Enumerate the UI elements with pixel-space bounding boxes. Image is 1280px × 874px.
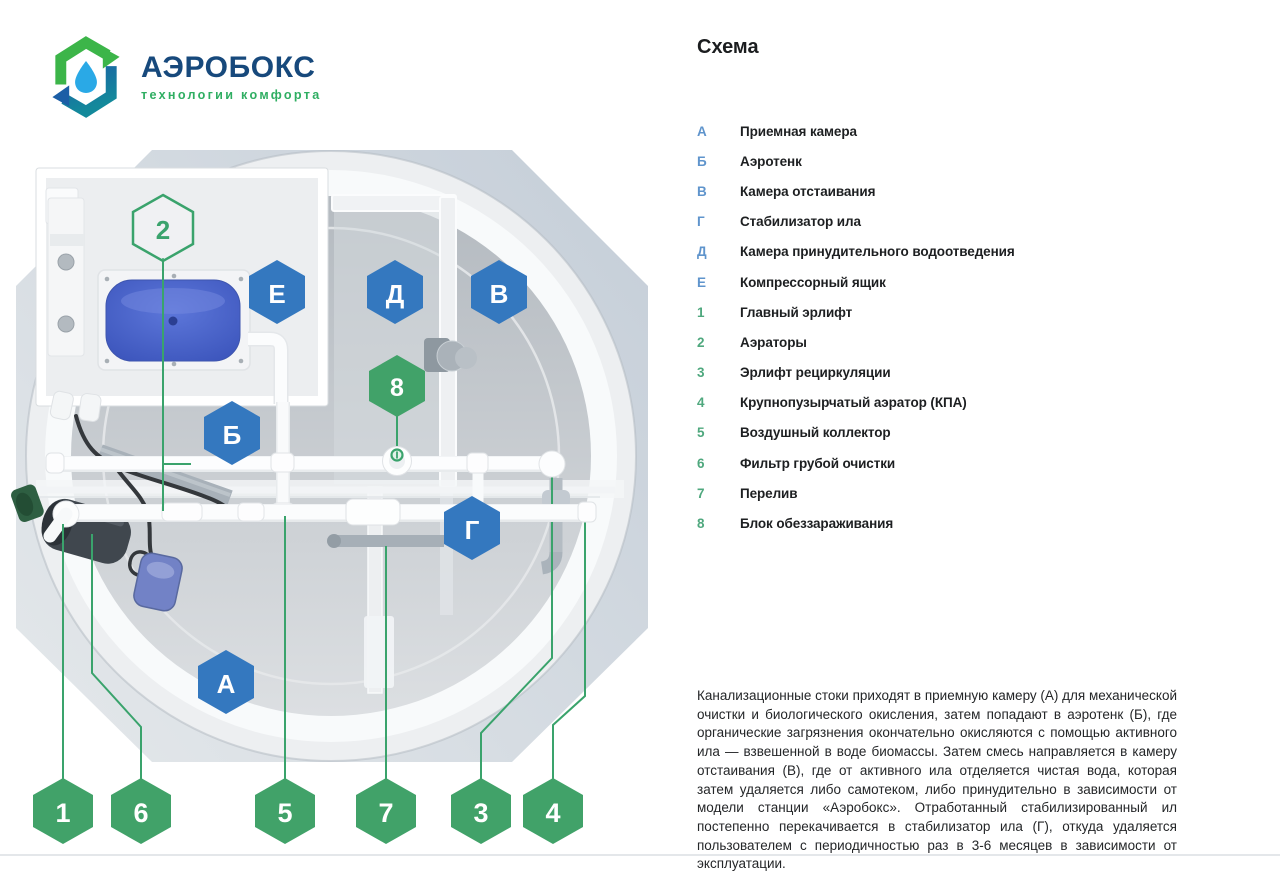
legend-item-7 — [697, 478, 1177, 508]
legend-key-a: А — [697, 123, 707, 139]
marker-4-label: 4 — [545, 798, 561, 828]
marker-3-recirculation — [451, 778, 511, 844]
legend-item-2 — [697, 327, 1177, 357]
legend-label-6: Фильтр грубой очистки — [740, 455, 896, 471]
marker-6-filter — [111, 778, 171, 844]
legend-label-3: Эрлифт рециркуляции — [740, 365, 891, 381]
legend-key-2: 2 — [697, 334, 705, 350]
legend-list — [697, 116, 1177, 539]
marker-7-overflow — [356, 778, 416, 844]
marker-8-label: 8 — [390, 374, 404, 402]
marker-2-label: 2 — [155, 215, 171, 245]
legend-label-4: Крупнопузырчатый аэратор (КПА) — [740, 395, 967, 411]
legend-item-b — [697, 146, 1177, 176]
legend-item-1 — [697, 297, 1177, 327]
legend-key-7: 7 — [697, 485, 705, 501]
legend-item-5 — [697, 418, 1177, 448]
marker-4-kpa — [523, 778, 583, 844]
bottom-divider — [0, 854, 1280, 856]
legend-label-d: Камера принудительного водоотведения — [740, 244, 1015, 260]
brand-name: АЭРОБОКС — [141, 51, 316, 84]
legend-label-v: Камера отстаивания — [740, 183, 876, 199]
legend-label-2: Аэраторы — [740, 334, 807, 350]
legend-label-8: Блок обеззараживания — [740, 516, 894, 532]
legend-item-4 — [697, 388, 1177, 418]
legend-key-6: 6 — [697, 455, 705, 471]
recirculation-elbow — [539, 451, 565, 477]
disinfection-block — [383, 447, 412, 476]
marker-7-label: 7 — [378, 798, 394, 828]
legend-key-g: Г — [697, 214, 705, 230]
legend-key-3: 3 — [697, 365, 705, 381]
legend-item-8 — [697, 508, 1177, 538]
legend-item-3 — [697, 358, 1177, 388]
legend-item-6 — [697, 448, 1177, 478]
marker-1-label: 1 — [55, 798, 71, 828]
legend-item-e — [697, 267, 1177, 297]
legend-label-b: Аэротенк — [740, 153, 802, 169]
process-description: Канализационные стоки приходят в приемную камеру (А) для механической очистки и биологического окисления, затем попадают в аэротенк (Б), где органические загрязнения окончательно окисляются с помощью активного ила — взвешенной в воде биомассы. Затем смесь направляется в камеру отстаивания (В), где от активного ила отделяется чистая вода, которая затем удаляется либо самотеком, либо принудительно в зависимости от модели станции «Аэробокс». Отработанный стабилизированный ил постепенно перекачивается в стабилизатор ила (Г), откуда удаляется пользователем с периодичностью раз в 3-6 месяцев в зависимости от эксплуатации. — [697, 688, 1177, 872]
legend-key-1: 1 — [697, 304, 705, 320]
legend-key-d: Д — [697, 244, 707, 260]
legend-item-g — [697, 207, 1177, 237]
legend-key-e: Е — [697, 274, 707, 290]
legend-label-g: Стабилизатор ила — [740, 214, 861, 230]
marker-hex-v-label: В — [489, 279, 509, 309]
marker-hex-a-label: А — [216, 669, 236, 699]
legend-label-a: Приемная камера — [740, 123, 857, 139]
legend-key-5: 5 — [697, 425, 705, 441]
legend-label-1: Главный эрлифт — [740, 304, 853, 320]
legend-key-b: Б — [697, 153, 707, 169]
marker-5-label: 5 — [277, 798, 293, 828]
marker-6-label: 6 — [133, 798, 149, 828]
legend-item-a — [697, 116, 1177, 146]
page-title: Схема — [697, 36, 759, 58]
legend-label-7: Перелив — [740, 485, 798, 501]
legend-key-4: 4 — [697, 395, 705, 411]
legend-label-5: Воздушный коллектор — [740, 425, 891, 441]
legend-item-v — [697, 176, 1177, 206]
box-bracket — [46, 188, 84, 356]
marker-hex-b-label: Б — [222, 420, 242, 450]
marker-hex-d-label: Д — [385, 279, 405, 309]
marker-1-main-airlift — [33, 778, 93, 844]
marker-hex-g-label: Г — [464, 515, 480, 545]
legend-item-d — [697, 237, 1177, 267]
legend-key-8: 8 — [697, 516, 705, 532]
legend-label-e: Компрессорный ящик — [740, 274, 886, 290]
marker-3-label: 3 — [473, 798, 489, 828]
brand-tagline: технологии комфорта — [141, 88, 322, 102]
marker-5-collector — [255, 778, 315, 844]
legend-key-v: В — [697, 183, 707, 199]
marker-hex-e-label: Е — [268, 279, 286, 309]
compressor-unit — [98, 270, 250, 370]
